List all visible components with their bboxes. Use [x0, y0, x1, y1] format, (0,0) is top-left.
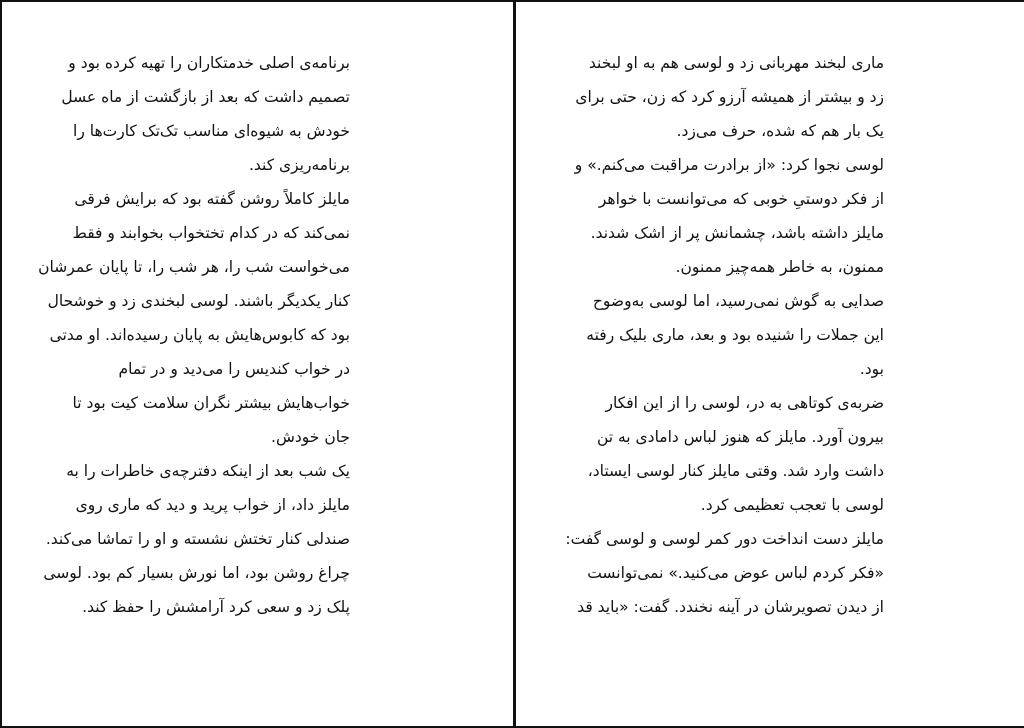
- right-page-text: [565, 46, 884, 624]
- text-line: خواب‌هایش بیشتر نگران سلامت کیت بود تا: [72, 394, 350, 412]
- text-line: کنار یکدیگر باشند. لوسی لبخندی زد و خوشحال: [47, 292, 350, 310]
- text-line: لوسی نجوا کرد: «از برادرت مراقبت می‌کنم.» و: [574, 156, 884, 174]
- text-line: جان خودش.: [271, 428, 350, 446]
- text-line: این جملات را شنیده بود و بعد، ماری بلیک رفته: [586, 326, 884, 344]
- text-line: برنامه‌ریزی کند.: [248, 156, 350, 174]
- text-line: لوسی با تعجب تعظیمی کرد.: [700, 496, 884, 514]
- text-line: مایلز کاملاً روشن گفته بود که برایش فرقی: [74, 190, 350, 208]
- text-line: از فکر دوستیِ خوبی که می‌توانست با خواهر: [598, 190, 884, 208]
- text-line: صدایی به گوش نمی‌رسید، اما لوسی به‌وضوح: [592, 292, 884, 310]
- text-line: می‌خواست شب را، هر شب را، تا پایان عمرشان: [38, 258, 350, 276]
- text-line: در خواب کندیس را می‌دید و در تمام: [118, 360, 350, 378]
- text-line: مایلز دست انداخت دور کمر لوسی و لوسی گفت:: [565, 530, 884, 548]
- text-line: مایلز داد، از خواب پرید و دید که ماری روی: [75, 496, 350, 514]
- text-line: ضربه‌ی کوتاهی به در، لوسی را از این افکار: [605, 394, 884, 412]
- text-line: پلک زد و سعی کرد آرامشش را حفظ کند.: [82, 598, 350, 616]
- text-line: چراغ روشن بود، اما نورش بسیار کم بود. لوسی: [43, 564, 350, 582]
- text-line: صندلی کنار تختش نشسته و او را تماشا می‌کند.: [45, 530, 350, 548]
- left-page-text: [38, 46, 350, 624]
- text-line: بود که کابوس‌هایش به پایان رسیده‌اند. او مدتی: [49, 326, 350, 344]
- right-page: [516, 2, 1024, 726]
- text-line: یک بار هم که شده، حرف می‌زد.: [676, 122, 884, 140]
- text-line: داشت وارد شد. وقتی مایلز کنار لوسی ایستاد،: [587, 462, 884, 480]
- text-line: مایلز داشته باشد، چشمانش پر از اشک شدند.: [590, 224, 884, 242]
- text-line: ممنون، به خاطر همه‌چیز ممنون.: [675, 258, 884, 276]
- text-line: «فکر کردم لباس عوض می‌کنید.» نمی‌توانست: [587, 564, 884, 582]
- text-line: بود.: [859, 360, 884, 378]
- text-line: یک شب بعد از اینکه دفترچه‌ی خاطرات را به: [66, 462, 350, 480]
- left-page: [2, 2, 510, 726]
- text-line: برنامه‌ی اصلی خدمتکاران را تهیه کرده بود و: [68, 54, 350, 72]
- text-line: از دیدن تصویرشان در آینه نخندد. گفت: «باید قد: [577, 598, 884, 616]
- text-line: تصمیم داشت که بعد از بازگشت از ماه عسل: [61, 88, 350, 106]
- text-line: ماری لبخند مهربانی زد و لوسی هم به او لبخند: [588, 54, 884, 72]
- text-line: خودش به شیوه‌ای مناسب تک‌تک کارت‌ها را: [73, 122, 350, 140]
- text-line: بیرون آورد. مایلز که هنوز لباس دامادی به تن: [596, 428, 884, 446]
- text-line: زد و بیشتر از همیشه آرزو کرد که زن، حتی برای: [575, 88, 884, 106]
- text-line: نمی‌کند که در کدام تختخواب بخوابند و فقط: [72, 224, 350, 242]
